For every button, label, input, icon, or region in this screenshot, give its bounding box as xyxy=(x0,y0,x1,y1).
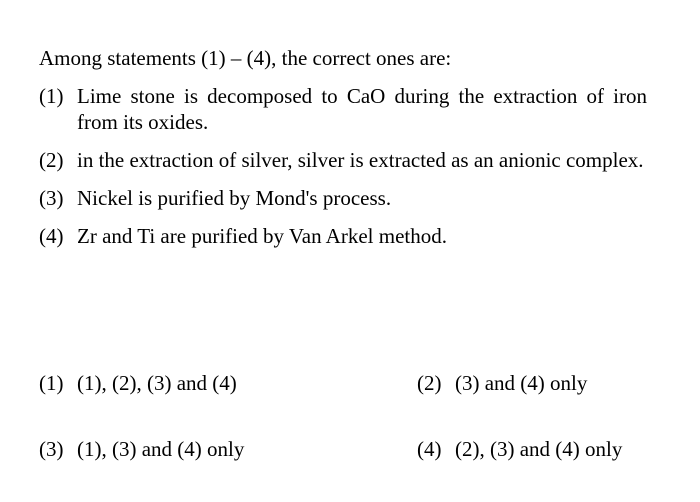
options-row xyxy=(39,436,659,502)
statement-item xyxy=(39,185,647,211)
statement-text: in the extraction of silver, silver is extracted as an anionic complex. xyxy=(77,148,644,172)
statement-list xyxy=(39,83,647,249)
statement-number: (1) xyxy=(39,84,64,108)
statement-text: Zr and Ti are purified by Van Arkel method. xyxy=(77,224,447,248)
answer-option-1[interactable] xyxy=(39,370,417,436)
question-block xyxy=(39,45,647,261)
option-number: (1) xyxy=(39,371,64,395)
statement-item xyxy=(39,223,647,249)
option-text: (3) and (4) only xyxy=(455,371,588,395)
statement-text: Nickel is purified by Mond's process. xyxy=(77,186,392,210)
option-text: (2), (3) and (4) only xyxy=(455,437,623,461)
option-text: (1), (3) and (4) only xyxy=(77,437,245,461)
options-row xyxy=(39,370,659,436)
option-number: (2) xyxy=(417,371,442,395)
statement-number: (3) xyxy=(39,186,64,210)
option-number: (3) xyxy=(39,437,64,461)
statement-text: Lime stone is decomposed to CaO during the extraction of iron from its oxides. xyxy=(77,84,647,134)
answer-option-4[interactable] xyxy=(417,436,659,502)
answer-option-2[interactable] xyxy=(417,370,659,436)
statement-item xyxy=(39,83,647,135)
answer-options xyxy=(39,370,659,502)
option-text: (1), (2), (3) and (4) xyxy=(77,371,237,395)
statement-number: (2) xyxy=(39,148,64,172)
answer-option-3[interactable] xyxy=(39,436,417,502)
statement-number: (4) xyxy=(39,224,64,248)
statement-item xyxy=(39,147,647,173)
option-number: (4) xyxy=(417,437,442,461)
question-stem: Among statements (1) – (4), the correct ones are: xyxy=(39,46,452,70)
